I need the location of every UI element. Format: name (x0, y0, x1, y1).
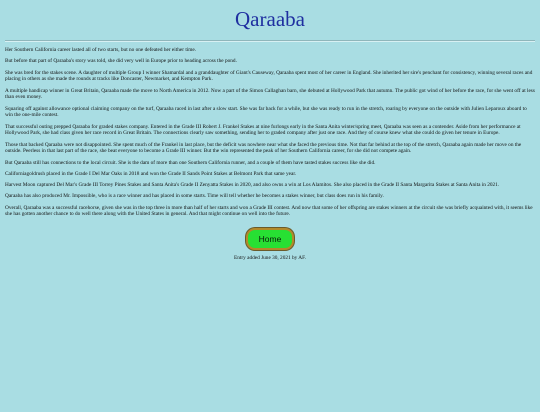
paragraph: But before that part of Qaraaba's story was told, she did very well in Europe prior to heading across the pond. (5, 58, 237, 65)
page-title: Qaraaba (235, 7, 305, 31)
paragraph: Overall, Qaraaba was a successful racehorse, given she was in the top three in more than half of her starts and won a Grade III contest. And now that some of her offspring are stakes winners at the circuit she was briefly acquainted with, it seems like she has gotten another chance to do well there along with the United States in general. And that might continue on well into the future. (5, 204, 533, 218)
paragraph: Her Southern California career lasted all of two starts, but no one defeated her either time. (5, 47, 197, 53)
paragraph: Californiagoldrush placed in the Grade I Del Mar Oaks in 2018 and won the Grade II Sands Point Stakes at Belmont Park that same year. (5, 170, 297, 177)
entry-footer: Entry added June 30, 2021 by AF. (234, 255, 306, 262)
article-body (5, 47, 535, 218)
paragraph: A multiple handicap winner in Great Britain, Qaraaba made the move to North America in 2012. Now a part of the Simon Callaghan barn, she debuted at Hollywood Park that autumn. The public got wind of her before the race, for she went off at less than even money. (5, 87, 535, 101)
title-divider (5, 40, 535, 42)
paragraph: That successful outing prepped Qaraaba for graded stakes company. Entered in the Grade III Robert J. Frankel Stakes at nine furlongs early in the Santa Anita winter/spring meet, Qaraaba was seen as a contender. Aside from her performance at Hollywood Park, she had class given her race record in Great Britain. The connections clearly saw something, sending her to graded company after just one race. And they of course knew what she could do given her tenure in Europe. (5, 123, 521, 137)
home-button-row (5, 228, 535, 250)
page-container (0, 7, 540, 261)
home-button[interactable]: Home (246, 228, 294, 250)
paragraph: She was bred for the stakes scene. A daughter of multiple Group I winner Shamardal and a granddaughter of Giant's Causeway, Qaraaba spent most of her career in England. She inherited her sire's penchant for consistency, winning several races and placing in others as she made the rounds at tracks like Doncaster, Newmarket, and Kempton Park. (5, 69, 533, 83)
paragraph: Those that backed Qaraaba were not disappointed. She spent much of the Frankel in last place, but the deficit was nowhere near what she faced the previous time. Not that far behind at the top of the stretch, Qaraaba again made her move on the outside. Peerless in that last part of the race, she beat everyone to become a Grade III winner. But the win represented the peak of her Southern California career, for she did not compete again. (5, 141, 522, 155)
paragraph: Qaraaba has also produced Mr. Impossible, who is a race winner and has placed in some starts. Time will tell whether he becomes a stakes winner, but class does run in his family. (5, 193, 384, 200)
paragraph: But Qaraaba still has connections to the local circuit. She is the dam of more than one Southern California runner, and a couple of them have tasted stakes success like she did. (5, 159, 376, 166)
paragraph: Harvest Moon captured Del Mar's Grade III Torrey Pines Stakes and Santa Anita's Grade II Zenyatta Stakes in 2020, and also owns a win at Los Alamitos. She also placed in the Grade II Santa Margarita Stakes at Santa Anita in 2021. (5, 182, 500, 189)
paragraph: Squaring off against allowance optional claiming company on the turf, Qaraaba raced in last after a slow start. She was far back for a while, but she was ready to run in the stretch, roaring by everyone on the outside with Julien Leparoux aboard to win the one-mile contest. (5, 105, 527, 119)
